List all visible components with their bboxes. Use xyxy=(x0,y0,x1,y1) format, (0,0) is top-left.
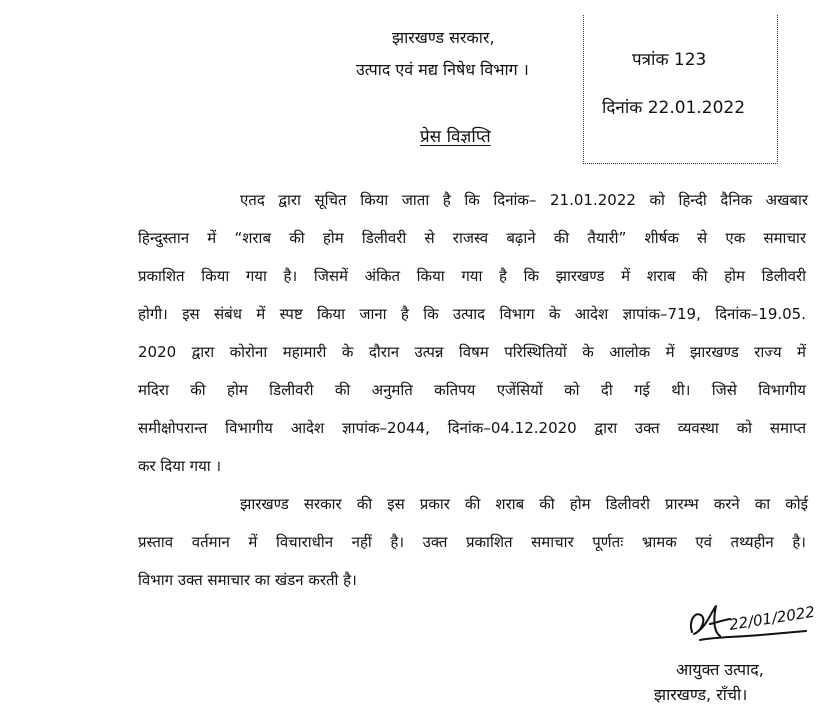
handwritten-signature xyxy=(686,598,816,648)
signatory-designation: आयुक्त उत्पाद, xyxy=(676,660,764,679)
letter-number: पत्रांक 123 xyxy=(632,50,707,70)
signature-date: 22/01/2022 xyxy=(727,602,816,634)
department-name: झारखण्ड सरकार, xyxy=(392,28,495,47)
document-title: प्रेस विज्ञप्ति xyxy=(420,127,491,147)
paragraph1-line: मदिरा की होम डिलीवरी की अनुमति कतिपय एजेंसियों को दी गई थी। जिसे विभागीय xyxy=(138,381,806,399)
paragraph1-line: समीक्षोपरान्त विभागीय आदेश ज्ञापांक–2044, दिनांक–04.12.2020 द्वारा उक्त व्यवस्था को समाप्त xyxy=(138,419,806,437)
paragraph1-line: एतद द्वारा सूचित किया जाता है कि दिनांक– 21.01.2022 को हिन्दी दैनिक अखबार xyxy=(240,191,808,209)
reference-box xyxy=(583,15,778,164)
paragraph2-line: विभाग उक्त समाचार का खंडन करती है। xyxy=(138,571,357,589)
paragraph1-line: 2020 द्वारा कोरोना महामारी के दौरान उत्पन्न विषम परिस्थितियों के आलोक में झारखण्ड राज्य में xyxy=(138,343,806,361)
department-subname: उत्पाद एवं मद्य निषेध विभाग । xyxy=(356,60,529,79)
paragraph2-line: झारखण्ड सरकार की इस प्रकार की शराब की होम डिलीवरी प्रारम्भ करने का कोई xyxy=(240,495,808,513)
paragraph1-line: कर दिया गया । xyxy=(138,457,222,475)
paragraph1-line: होगी। इस संबंध में स्पष्ट किया जाना है कि उत्पाद विभाग के आदेश ज्ञापांक–719, दिनांक–19.05. xyxy=(138,305,806,323)
paragraph1-line: हिन्दुस्तान में “शराब की होम डिलीवरी से राजस्व बढ़ाने की तैयारी” शीर्षक से एक समाचार xyxy=(138,229,806,247)
paragraph2-line: प्रस्ताव वर्तमान में विचाराधीन नहीं है। उक्त प्रकाशित समाचार पूर्णतः भ्रामक एवं तथ्यहीन है। xyxy=(138,533,806,551)
letter-date: दिनांक 22.01.2022 xyxy=(602,98,746,118)
signatory-location: झारखण्ड, राँची। xyxy=(654,685,748,704)
paragraph1-line: प्रकाशित किया गया है। जिसमें अंकित किया गया है कि झारखण्ड में शराब की होम डिलीवरी xyxy=(138,267,806,285)
